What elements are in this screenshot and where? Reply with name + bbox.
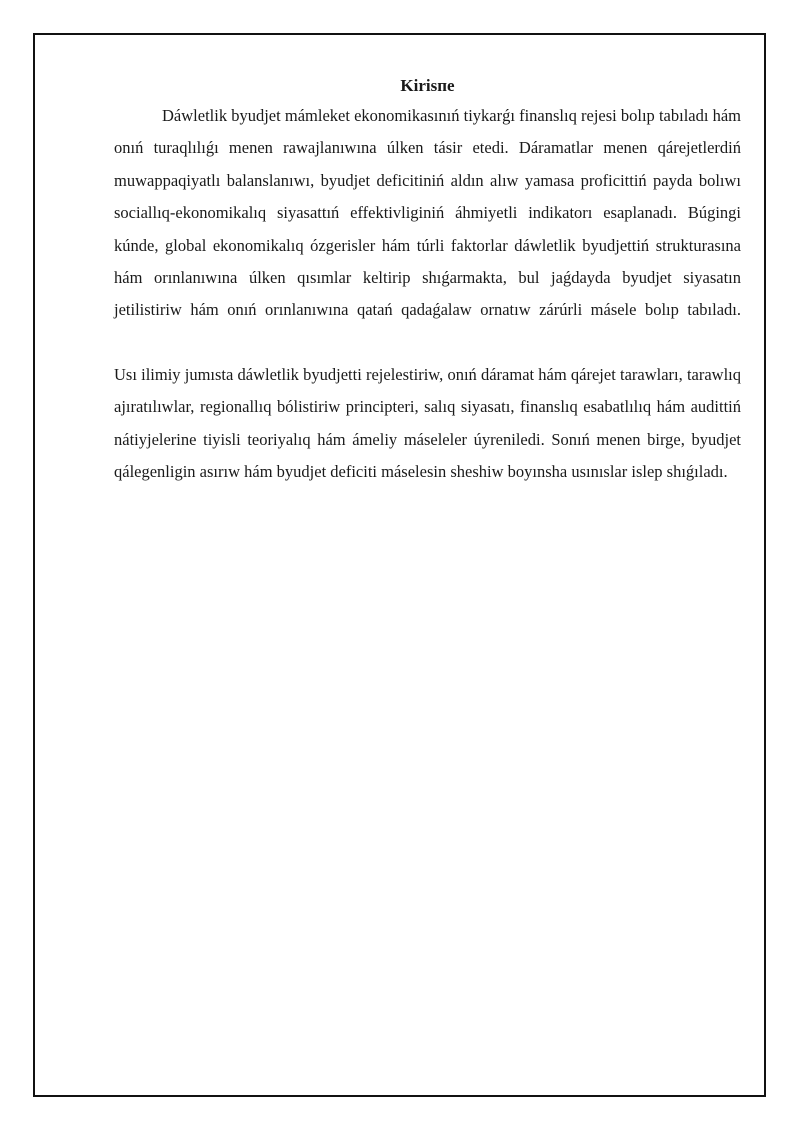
paragraph-introduction: Dáwletlik byudjet mámleket ekonomikasınıń tiykarǵı finanslıq rejesi bolıp tabıladı hám onıń turaqlılıǵı menen rawajlanıwına úlken tásir etedi. Dáramatlar menen qárejetlerdiń muwappaqiyatlı balanslanıwı, byudjet deficitiniń aldın alıw yamasa proficittiń payda bolıwı sociallıq-ekonomikalıq siyasattıń effektivliginiń áhmiyetli indikatorı esaplanadı. Búgingi kúnde, global ekonomikalıq ózgerisler hám túrli faktorlar dáwletlik byudjettiń strukturasına hám orınlanıwına úlken qısımlar keltirip shıǵarmakta, bul jaǵdayda byudjet siyasatın jetilistiriw hám onıń orınlanıwına qatań qadaǵalaw ornatıw zárúrli másele bolıp tabıladı. (114, 106, 741, 320)
document-title: Kirisпe (400, 76, 455, 95)
paragraph-scope: Usı ilimiy jumısta dáwletlik byudjetti rejelestiriw, onıń dáramat hám qárejet tarawları, tarawlıq ajıratılıwlar, regionallıq bólistiriw principteri, salıq siyasatı, finanslıq esabatlılıq hám audittiń nátiyjelerine tiyisli teoriyalıq hám ámeliy máseleler úyreniledi. Sonıń menen birge, byudjet qálegenligin asırıw hám byudjet deficiti máselesin sheshiw boyınsha usınıslar islep shıǵıladı. (114, 364, 741, 482)
paragraph-spacer (114, 327, 741, 359)
document-body (114, 74, 741, 488)
